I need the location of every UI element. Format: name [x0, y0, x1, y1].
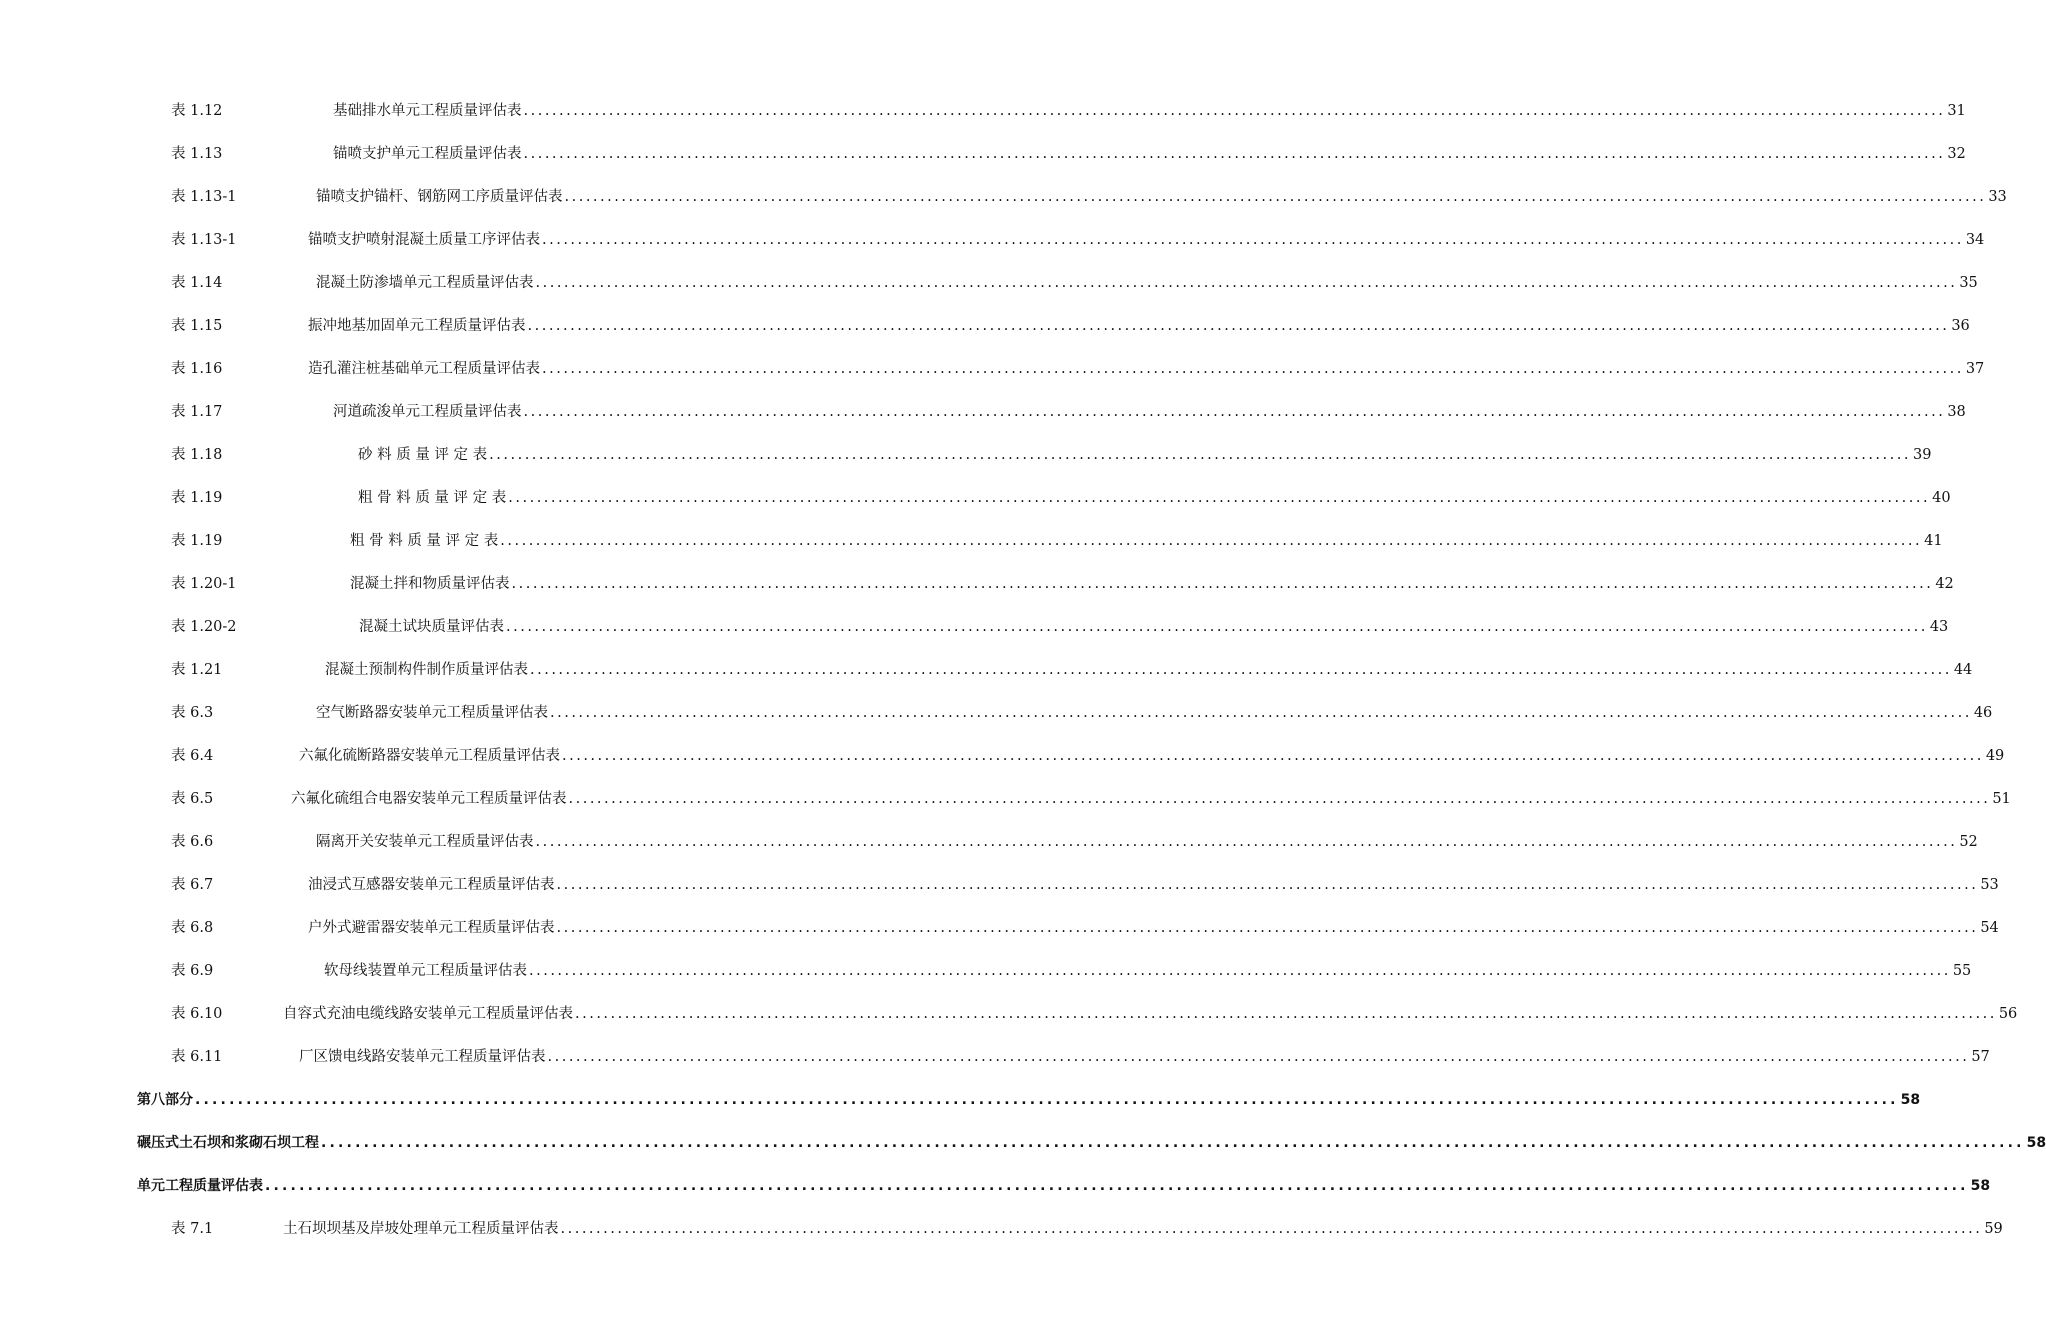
toc-part-heading[interactable]: [0, 1174, 1991, 1198]
toc-entry-number: 表 1.17: [171, 404, 223, 420]
dot-leader: ........................................................................................................................................................................................................: [556, 877, 1979, 893]
toc-entry-title: 油浸式互感器安装单元工程质量评估表: [308, 877, 555, 893]
dot-leader: ........................................................................................................................................................................................................: [523, 103, 1946, 119]
toc-entry-link[interactable]: [137, 1088, 1921, 1112]
dot-leader: ........................................................................................................................................................................................................: [535, 834, 1958, 850]
toc-page-number: 49: [1985, 748, 2005, 764]
toc-page-number: 59: [1984, 1221, 2003, 1237]
toc-entry-link[interactable]: [137, 1174, 1991, 1198]
toc-page-number: 53: [1980, 877, 1999, 893]
dot-leader: ........................................................................................................................................................................................................: [575, 1006, 1997, 1022]
toc-entry-title: 六氟化硫组合电器安装单元工程质量评估表: [291, 791, 567, 807]
toc-page-number: 58: [2026, 1135, 2046, 1151]
toc-entry-link[interactable]: [137, 1131, 2046, 1155]
toc-entry-title: 锚喷支护单元工程质量评估表: [333, 146, 522, 162]
toc-entry-link[interactable]: [316, 185, 2007, 209]
toc-entry[interactable]: [0, 443, 1932, 467]
toc-entry-number: 表 6.6: [171, 834, 214, 850]
dot-leader: ........................................................................................................................................................................................................: [564, 189, 1987, 205]
toc-entry[interactable]: [0, 744, 2005, 768]
toc-entry-number: 表 1.15: [171, 318, 223, 334]
toc-entry-number: 表 1.13-1: [171, 232, 237, 248]
toc-page-number: 33: [1988, 189, 2007, 205]
toc-entry[interactable]: [0, 1045, 1990, 1069]
toc-page-number: 52: [1959, 834, 1978, 850]
toc-entry-number: 表 6.9: [171, 963, 214, 979]
toc-entry-link[interactable]: [316, 701, 1993, 725]
toc-entry-link[interactable]: [316, 271, 1978, 295]
toc-entry-number: 表 6.10: [171, 1006, 223, 1022]
toc-page-number: 54: [1980, 920, 1999, 936]
toc-page-number: 40: [1932, 490, 1951, 506]
toc-entry[interactable]: [0, 314, 1970, 338]
toc-entry[interactable]: [0, 959, 1972, 983]
toc-entry-link[interactable]: [283, 1002, 2018, 1026]
toc-entry[interactable]: [0, 529, 1943, 553]
dot-leader: ........................................................................................................................................................................................................: [523, 404, 1946, 420]
dot-leader: ........................................................................................................................................................................................................: [568, 791, 1991, 807]
toc-entry-title: 土石坝坝基及岸坡处理单元工程质量评估表: [283, 1221, 559, 1237]
toc-entry-number: 表 6.4: [171, 748, 214, 764]
dot-leader: ........................................................................................................................................................................................................: [556, 920, 1979, 936]
toc-entry-title: 自容式充油电缆线路安装单元工程质量评估表: [283, 1006, 573, 1022]
toc-page-number: 58: [1900, 1092, 1921, 1108]
dot-leader: ........................................................................................................................................................................................................: [506, 619, 1928, 635]
toc-entry-link[interactable]: [308, 916, 1999, 940]
toc-entry[interactable]: [0, 1217, 2003, 1241]
toc-entry-number: 表 1.12: [171, 103, 223, 119]
toc-entry-title: 单元工程质量评估表: [137, 1178, 263, 1194]
dot-leader: ........................................................................................................................................................................................................: [562, 748, 1984, 764]
toc-entry-link[interactable]: [325, 658, 1973, 682]
toc-page-number: 35: [1959, 275, 1978, 291]
toc-entry[interactable]: [0, 916, 1999, 940]
dot-leader: ........................................................................................................................................................................................................: [523, 146, 1946, 162]
toc-page-number: 38: [1947, 404, 1966, 420]
toc-entry-number: 表 1.14: [171, 275, 223, 291]
toc-entry-title: 振冲地基加固单元工程质量评估表: [308, 318, 526, 334]
toc-entry-number: 表 7.1: [171, 1221, 214, 1237]
dot-leader: ........................................................................................................................................................................................................: [530, 662, 1952, 678]
dot-leader: ........................................................................................................................................................................................................: [195, 1092, 1899, 1108]
toc-entry-link[interactable]: [308, 314, 1970, 338]
toc-entry-title: 锚喷支护锚杆、钢筋网工序质量评估表: [316, 189, 563, 205]
toc-part-heading[interactable]: [0, 1088, 1921, 1112]
toc-entry[interactable]: [0, 830, 1978, 854]
toc-entry[interactable]: [0, 271, 1978, 295]
toc-entry-link[interactable]: [358, 443, 1932, 467]
toc-entry-link[interactable]: [283, 1217, 2003, 1241]
dot-leader: ........................................................................................................................................................................................................: [508, 490, 1931, 506]
toc-entry-title: 河道疏浚单元工程质量评估表: [333, 404, 522, 420]
toc-entry-link[interactable]: [358, 486, 1951, 510]
toc-entry-link[interactable]: [299, 1045, 1990, 1069]
dot-leader: ........................................................................................................................................................................................................: [547, 1049, 1970, 1065]
toc-entry-link[interactable]: [333, 142, 1966, 166]
toc-page-number: 55: [1952, 963, 1972, 979]
toc-page-number: 36: [1951, 318, 1970, 334]
dot-leader: ........................................................................................................................................................................................................: [265, 1178, 1969, 1194]
toc-entry-title: 粗 骨 料 质 量 评 定 表: [358, 490, 507, 506]
toc-entry-number: 表 6.5: [171, 791, 214, 807]
toc-page-number: 58: [1970, 1178, 1991, 1194]
toc-page-number: 39: [1912, 447, 1932, 463]
toc-entry-number: 表 1.19: [171, 533, 223, 549]
toc-entry-link[interactable]: [316, 830, 1978, 854]
toc-entry-link[interactable]: [333, 99, 1966, 123]
dot-leader: ........................................................................................................................................................................................................: [560, 1221, 1983, 1237]
dot-leader: ........................................................................................................................................................................................................: [542, 232, 1964, 248]
toc-entry-number: 表 1.20-1: [171, 576, 237, 592]
toc-page-number: 37: [1965, 361, 1985, 377]
toc-entry[interactable]: [0, 486, 1951, 510]
dot-leader: ........................................................................................................................................................................................................: [535, 275, 1958, 291]
toc-entry-title: 造孔灌注桩基础单元工程质量评估表: [308, 361, 540, 377]
toc-entry-title: 六氟化硫断路器安装单元工程质量评估表: [299, 748, 560, 764]
toc-entry[interactable]: [0, 142, 1966, 166]
toc-entry[interactable]: [0, 1002, 2018, 1026]
toc-entry[interactable]: [0, 701, 1993, 725]
dot-leader: ........................................................................................................................................................................................................: [321, 1135, 2025, 1151]
toc-part-heading[interactable]: [0, 1131, 2046, 1155]
dot-leader: ........................................................................................................................................................................................................: [500, 533, 1923, 549]
toc-entry-link[interactable]: [350, 572, 1954, 596]
toc-entry-link[interactable]: [308, 228, 1985, 252]
toc-page-number: 42: [1935, 576, 1954, 592]
toc-entry-number: 表 6.7: [171, 877, 214, 893]
toc-entry[interactable]: [0, 228, 1985, 252]
toc-entry-title: 混凝土试块质量评估表: [359, 619, 504, 635]
toc-entry-title: 户外式避雷器安装单元工程质量评估表: [308, 920, 555, 936]
toc-entry-title: 基础排水单元工程质量评估表: [333, 103, 522, 119]
toc-entry-title: 软母线装置单元工程质量评估表: [324, 963, 527, 979]
dot-leader: ........................................................................................................................................................................................................: [527, 318, 1950, 334]
toc-entry-number: 表 1.19: [171, 490, 223, 506]
toc-entry-number: 表 1.20-2: [171, 619, 237, 635]
toc-entry-title: 砂 料 质 量 评 定 表: [358, 447, 488, 463]
toc-entry-number: 表 1.16: [171, 361, 223, 377]
toc-page-number: 32: [1947, 146, 1966, 162]
toc-entry-link[interactable]: [291, 787, 2011, 811]
dot-leader: ........................................................................................................................................................................................................: [550, 705, 1972, 721]
toc-entry[interactable]: [0, 873, 1999, 897]
dot-leader: ........................................................................................................................................................................................................: [511, 576, 1934, 592]
dot-leader: ........................................................................................................................................................................................................: [542, 361, 1964, 377]
dot-leader: ........................................................................................................................................................................................................: [529, 963, 1951, 979]
toc-entry-number: 表 1.21: [171, 662, 223, 678]
toc-entry[interactable]: [0, 787, 2011, 811]
toc-page-number: 43: [1929, 619, 1949, 635]
toc-entry-title: 混凝土预制构件制作质量评估表: [325, 662, 528, 678]
toc-entry[interactable]: [0, 185, 2007, 209]
toc-entry[interactable]: [0, 99, 1966, 123]
toc-entry-title: 粗 骨 料 质 量 评 定 表: [350, 533, 499, 549]
toc-entry[interactable]: [0, 357, 1985, 381]
toc-entry-number: 表 1.13: [171, 146, 223, 162]
toc-entry[interactable]: [0, 400, 1966, 424]
toc-entry-number: 表 6.11: [171, 1049, 223, 1065]
toc-entry-title: 混凝土防渗墙单元工程质量评估表: [316, 275, 534, 291]
toc-entry[interactable]: [0, 572, 1954, 596]
toc-entry-number: 表 1.13-1: [171, 189, 237, 205]
toc-entry-number: 表 6.8: [171, 920, 214, 936]
toc-entry-link[interactable]: [359, 615, 1949, 639]
toc-entry-number: 表 6.3: [171, 705, 214, 721]
toc-page-number: 57: [1971, 1049, 1990, 1065]
toc-entry-number: 表 1.18: [171, 447, 223, 463]
toc-entry-title: 厂区馈电线路安装单元工程质量评估表: [299, 1049, 546, 1065]
toc-entry-title: 隔离开关安装单元工程质量评估表: [316, 834, 534, 850]
toc-entry-link[interactable]: [333, 400, 1966, 424]
toc-entry[interactable]: [0, 658, 1973, 682]
dot-leader: ........................................................................................................................................................................................................: [489, 447, 1911, 463]
toc-page-number: 34: [1965, 232, 1985, 248]
toc-page-number: 51: [1992, 791, 2011, 807]
toc-entry-link[interactable]: [324, 959, 1972, 983]
toc-entry-link[interactable]: [350, 529, 1943, 553]
toc-entry-title: 第八部分: [137, 1092, 193, 1108]
toc-page-number: 31: [1947, 103, 1966, 119]
toc-page-number: 46: [1973, 705, 1993, 721]
toc-page-number: 41: [1924, 533, 1943, 549]
toc-entry-title: 碾压式土石坝和浆砌石坝工程: [137, 1135, 319, 1151]
toc-entry-link[interactable]: [308, 357, 1985, 381]
toc-entry-title: 空气断路器安装单元工程质量评估表: [316, 705, 548, 721]
toc-page-number: 44: [1953, 662, 1973, 678]
toc-entry-link[interactable]: [308, 873, 1999, 897]
toc-entry-title: 混凝土拌和物质量评估表: [350, 576, 510, 592]
toc-page-number: 56: [1998, 1006, 2018, 1022]
toc-entry[interactable]: [0, 615, 1949, 639]
toc-entry-link[interactable]: [299, 744, 2005, 768]
toc-entry-title: 锚喷支护喷射混凝土质量工序评估表: [308, 232, 540, 248]
